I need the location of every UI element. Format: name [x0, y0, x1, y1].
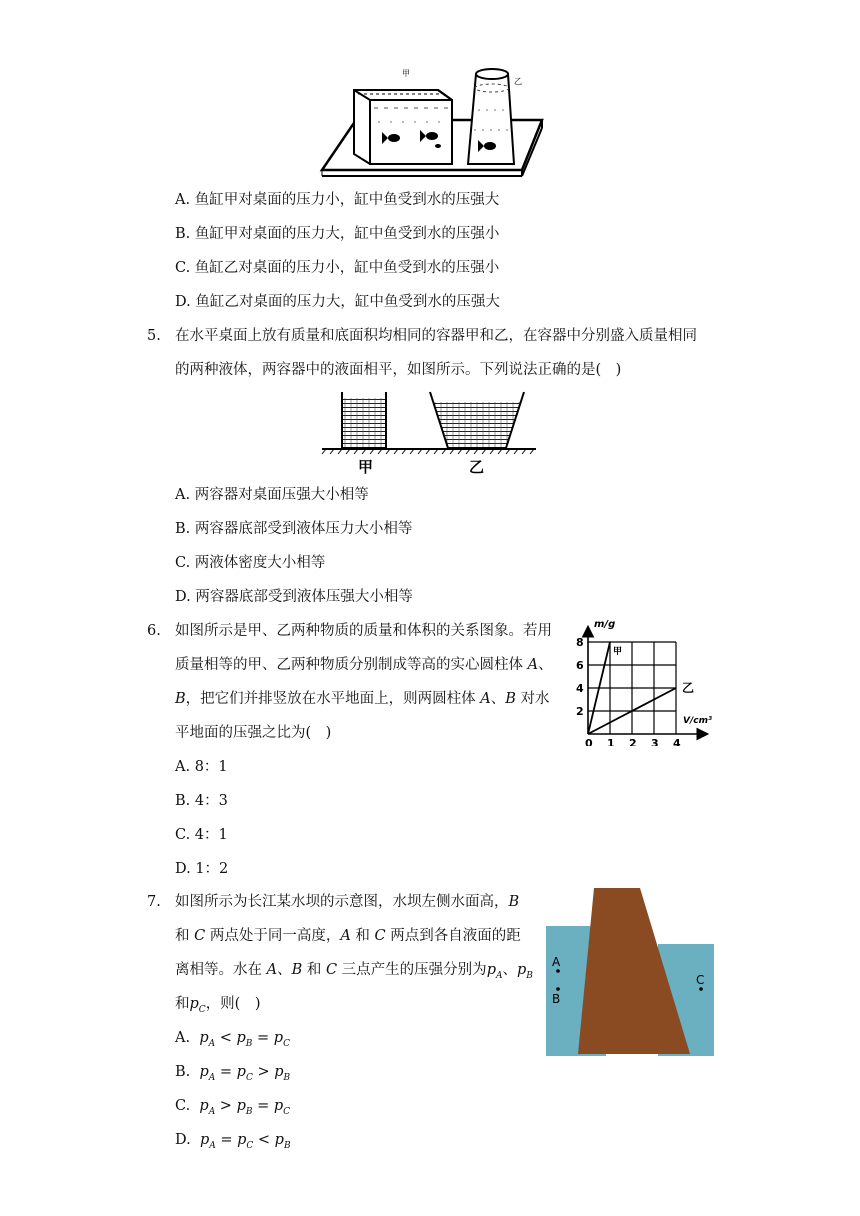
q7-stem-line1: 如图所示为长江某水坝的示意图，水坝左侧水面高，B [175, 894, 520, 910]
q5-stem-line2: 的两种液体，两容器中的液面相平，如图所示。下列说法正确的是( ) [175, 362, 622, 378]
q5-option-a: A. 两容器对桌面压强大小相等 [175, 487, 369, 503]
pressure-symbol: p [199, 1132, 210, 1148]
container-yi-label: 乙 [469, 458, 485, 476]
relation-symbol: = [215, 1132, 238, 1148]
pressure-symbol: p [236, 1030, 246, 1046]
pressure-symbol: p [199, 1064, 209, 1080]
q7-number: 7. [147, 894, 161, 910]
x-tick-label: 4 [673, 737, 681, 746]
mass-volume-chart [570, 612, 726, 746]
x-tick-label: 1 [607, 737, 615, 746]
container-jia-label: 甲 [358, 458, 374, 476]
relation-symbol: < [215, 1030, 237, 1046]
q6-option-b: B. 4：3 [175, 793, 228, 809]
relation-symbol: = [252, 1030, 274, 1046]
x-tick-label: 2 [629, 737, 637, 746]
q7-stem-line2: 和 C 两点处于同一高度，A 和 C 两点到各自液面的距 [175, 928, 521, 944]
q7-stem-line3: 离相等。水在 A、B 和 C 三点产生的压强分别为$p_A$、$p_B$ [175, 962, 533, 981]
chart-grid [588, 642, 676, 734]
q4-option-d: D. 鱼缸乙对桌面的压力大，缸中鱼受到水的压强大 [175, 294, 500, 310]
y-tick-label: 8 [576, 636, 584, 649]
y-tick-label: 4 [576, 682, 584, 695]
series-label-yi: 乙 [682, 681, 695, 695]
q5-number: 5. [147, 328, 161, 344]
q6-option-a: A. 8：1 [175, 759, 228, 775]
q7-option-b: B. $p_A = p_C > p_B$ [175, 1064, 291, 1083]
point-c-label: C [696, 973, 705, 987]
q6-option-c: C. 4：1 [175, 827, 228, 843]
q5-option-c: C. 两液体密度大小相等 [175, 555, 326, 571]
point-a-dot [556, 969, 560, 973]
pressure-symbol: p [237, 1132, 247, 1148]
containers-figure [318, 388, 540, 476]
q7-option-c: C. $p_A > p_B = p_C$ [175, 1098, 291, 1117]
q4-option-c: C. 鱼缸乙对桌面的压力小，缸中鱼受到水的压强小 [175, 260, 500, 276]
fish-tank-figure [318, 62, 546, 182]
q7-option-a: A. $p_A < p_B = p_C$ [175, 1030, 290, 1049]
pressure-symbol: p [236, 1098, 246, 1114]
q6-number: 6. [147, 623, 161, 639]
relation-symbol: > [252, 1064, 275, 1080]
q6-stem-line2: 质量相等的甲、乙两种物质分别制成等高的实心圆柱体 A、 [175, 657, 553, 673]
y-tick-label: 2 [576, 705, 584, 718]
point-b-dot [556, 987, 560, 991]
pressure-symbol: p [199, 1030, 209, 1046]
pressure-symbol: p [199, 1098, 209, 1114]
relation-symbol: > [215, 1098, 237, 1114]
q6-stem-line3: B，把它们并排竖放在水平地面上，则两圆柱体 A、B 对水 [175, 691, 550, 707]
relation-symbol: < [253, 1132, 275, 1148]
point-c-dot [699, 987, 703, 991]
relation-symbol: = [215, 1064, 237, 1080]
q4-option-b: B. 鱼缸甲对桌面的压力大，缸中鱼受到水的压强小 [175, 226, 500, 242]
pressure-symbol: p [236, 1064, 246, 1080]
tank-yi-label: 乙 [514, 77, 522, 86]
point-b-label: B [552, 992, 561, 1006]
relation-symbol: = [252, 1098, 274, 1114]
tank-jia-label: 甲 [402, 69, 410, 78]
pressure-symbol: p [274, 1064, 284, 1080]
pressure-symbol: p [273, 1098, 284, 1114]
q7-stem-line4: 和$p_C$，则( ) [175, 996, 261, 1015]
q7-option-d: D. $p_A = p_C < p_B$ [175, 1132, 291, 1151]
x-tick-label: 0 [585, 737, 593, 746]
point-a-label: A [552, 955, 561, 969]
q6-stem-line4: 平地面的压强之比为( ) [175, 725, 332, 741]
chart-y-label: m/g [594, 619, 616, 630]
chart-x-label: V/cm³ [683, 716, 712, 726]
chart-ticks [576, 636, 681, 746]
q6-option-d: D. 1：2 [175, 861, 229, 877]
q6-stem-line1: 如图所示是甲、乙两种物质的质量和体积的关系图象。若用 [175, 623, 552, 639]
pressure-symbol: p [274, 1132, 284, 1148]
q5-stem-line1: 在水平桌面上放有质量和底面积均相同的容器甲和乙，在容器中分别盛入质量相同 [175, 328, 697, 344]
series-label-jia: 甲 [613, 647, 623, 657]
y-tick-label: 6 [576, 659, 584, 672]
q5-option-d: D. 两容器底部受到液体压强大小相等 [175, 589, 413, 605]
x-tick-label: 3 [651, 737, 659, 746]
pressure-symbol: p [273, 1030, 284, 1046]
q5-option-b: B. 两容器底部受到液体压力大小相等 [175, 521, 413, 537]
q4-option-a: A. 鱼缸甲对桌面的压力小，缸中鱼受到水的压强大 [175, 192, 500, 208]
dam-figure [546, 886, 714, 1056]
